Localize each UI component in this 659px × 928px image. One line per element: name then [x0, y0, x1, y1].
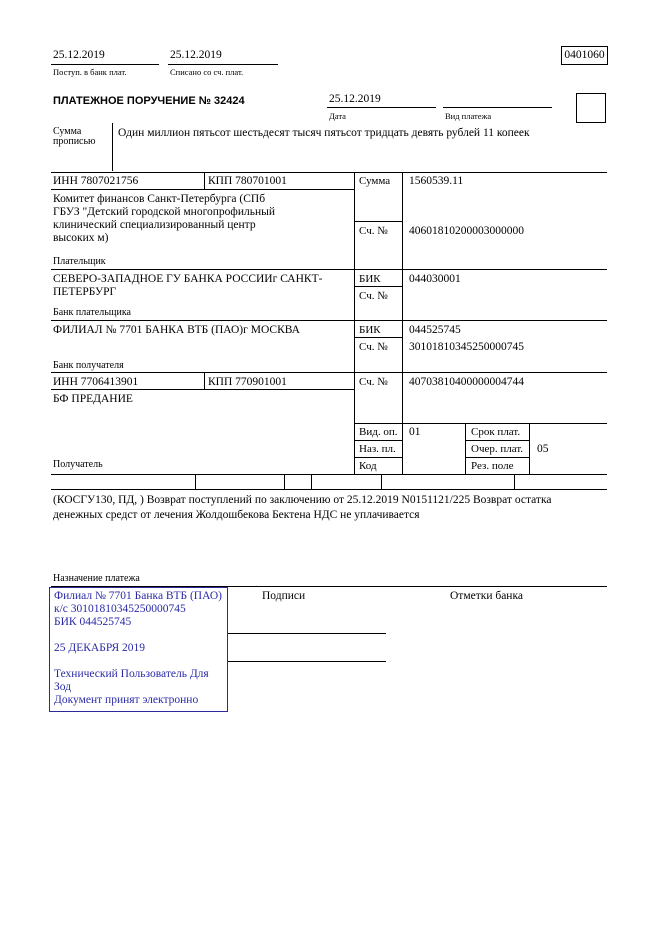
purpose-label: Назначение платежа: [53, 573, 140, 584]
form-code: 0401060: [561, 46, 608, 65]
reserve-label: Рез. поле: [471, 460, 514, 472]
term-label: Срок плат.: [471, 426, 521, 438]
recipient-account: 40703810400000004744: [409, 376, 524, 388]
recipient-account-label: Сч. №: [359, 376, 388, 388]
amount-value: 1560539.11: [409, 175, 464, 187]
stamp-user-line2: Зод: [54, 681, 72, 693]
order-date: 25.12.2019: [329, 93, 381, 105]
priority-label: Очер. плат.: [471, 443, 524, 455]
priority-value: 05: [537, 443, 549, 455]
recipient-name: БФ ПРЕДАНИЕ: [53, 393, 133, 405]
page-title: ПЛАТЕЖНОЕ ПОРУЧЕНИЕ № 32424: [53, 95, 245, 107]
stamp-status: Документ принят электронно: [54, 694, 199, 706]
payer-bank-name: СЕВЕРО-ЗАПАДНОЕ ГУ БАНКА РОССИИг САНКТ- ПЕТЕРБУРГ: [53, 273, 323, 298]
stamp-corr-account: к/с 30101810345250000745: [54, 603, 186, 615]
debited-date: 25.12.2019: [170, 49, 222, 61]
payer-bank-account-label: Сч. №: [359, 290, 388, 302]
stamp-bik: БИК 044525745: [54, 616, 132, 628]
op-type-label: Вид. оп.: [359, 426, 398, 438]
order-date-label: Дата: [329, 111, 346, 121]
received-date: 25.12.2019: [53, 49, 105, 61]
stamp-date: 25 ДЕКАБРЯ 2019: [54, 642, 146, 654]
received-label: Поступ. в банк плат.: [53, 67, 127, 77]
payer-bank-label: Банк плательщика: [53, 307, 131, 318]
recipient-bank-name: ФИЛИАЛ № 7701 БАНКА ВТБ (ПАО)г МОСКВА: [53, 324, 300, 336]
recipient-kpp: КПП 770901001: [208, 376, 287, 388]
recipient-inn: ИНН 7706413901: [53, 376, 139, 388]
bank-marks-label: Отметки банка: [450, 590, 523, 602]
recipient-bank-label: Банк получателя: [53, 360, 124, 371]
payer-bik-label: БИК: [359, 273, 381, 285]
recipient-bank-account: 30101810345250000745: [409, 341, 524, 353]
recipient-label: Получатель: [53, 459, 103, 470]
purpose-code-label: Наз. пл.: [359, 443, 396, 455]
bank-stamp: [49, 587, 228, 712]
amount-words: Один миллион пятьсот шестьдесят тысяч пятьсот тридцать девять рублей 11 копеек: [118, 127, 530, 139]
amount-words-label: Сумма прописью: [53, 126, 96, 147]
recipient-bik-label: БИК: [359, 324, 381, 336]
payment-purpose: (КОСГУ130, ПД, ) Возврат поступлений по заключению от 25.12.2019 N0151121/225 Возврат остатка денежных средст от лечения Жолдошбекова Бектена НДС не уплачивается: [53, 494, 552, 521]
signatures-label: Подписи: [262, 590, 306, 602]
code-label: Код: [359, 460, 377, 472]
payment-type-label: Вид платежа: [445, 111, 492, 121]
payer-label: Плательщик: [53, 256, 106, 267]
stamp-bank-name: Филиал № 7701 Банка ВТБ (ПАО): [54, 590, 222, 602]
corner-box: [576, 93, 606, 123]
payer-kpp: КПП 780701001: [208, 175, 287, 187]
recipient-bik: 044525745: [409, 324, 461, 336]
payer-bik: 044030001: [409, 273, 461, 285]
payer-account-label: Сч. №: [359, 225, 388, 237]
recipient-bank-account-label: Сч. №: [359, 341, 388, 353]
payer-account: 40601810200003000000: [409, 225, 524, 237]
payer-name: Комитет финансов Санкт-Петербурга (СПб ГБУЗ "Детский городской многопрофильный клинический специализированный центр высоких м): [53, 193, 276, 244]
payer-inn: ИНН 7807021756: [53, 175, 139, 187]
stamp-user-line1: Технический Пользователь Для: [54, 668, 209, 680]
amount-label: Сумма: [359, 175, 391, 187]
debited-label: Списано со сч. плат.: [170, 67, 244, 77]
op-type: 01: [409, 426, 421, 438]
